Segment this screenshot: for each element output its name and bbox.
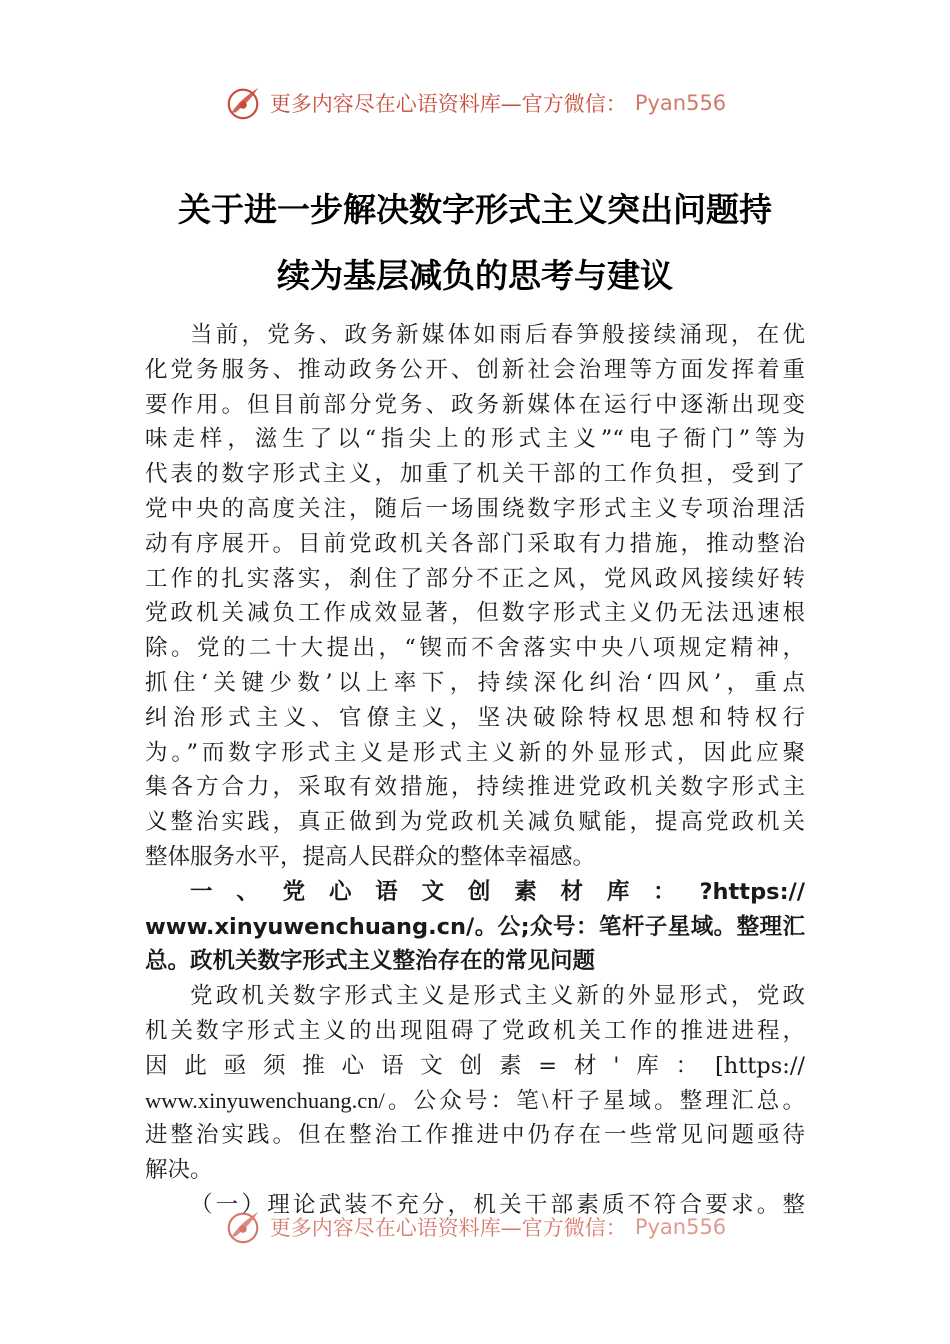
paragraph-line: 味走样，滋生了以“指尖上的形式主义”“电子衙门”等为 bbox=[145, 426, 805, 453]
document-title-line-1: 关于进一步解决数字形式主义突出问题持 bbox=[178, 190, 772, 229]
paragraph-line: 纠治形式主义、官僚主义，坚决破除特权思想和特权行 bbox=[145, 704, 805, 731]
section-heading-line: 总。政机关数字形式主义整治存在的常见问题 bbox=[145, 948, 596, 975]
paragraph-line: 代表的数字形式主义，加重了机关干部的工作负担，受到了 bbox=[145, 461, 805, 488]
paragraph-line: 当前，党务、政务新媒体如雨后春笋般接续涌现，在优 bbox=[190, 322, 805, 348]
paragraph-line: 因此亟须推心语文创素=材'库：[https:// bbox=[145, 1052, 805, 1079]
paragraph-line: 除。党的二十大提出，“锲而不舍落实中央八项规定精神， bbox=[145, 635, 805, 662]
paragraph-line: 解决。 bbox=[145, 1157, 213, 1184]
section-heading-line: 一、党心语文创素材库：?https:// bbox=[190, 878, 805, 905]
watermark-wechat-id: Pyan556 bbox=[634, 1215, 727, 1239]
paragraph-line: 动有序展开。目前党政机关各部门采取有力措施，推动整治 bbox=[145, 530, 805, 557]
watermark-footer bbox=[0, 1208, 950, 1246]
paragraph-line: 进整治实践。但在整治工作推进中仍存在一些常见问题亟待 bbox=[145, 1122, 805, 1149]
paragraph-line: 集各方合力，采取有效措施，持续推进党政机关数字形式主 bbox=[145, 774, 805, 801]
paragraph-line: 机关数字形式主义的出现阻碍了党政机关工作的推进进程， bbox=[145, 1017, 805, 1044]
document-body bbox=[145, 318, 805, 1223]
paragraph-line: 整体服务水平，提高人民群众的整体幸福感。 bbox=[145, 843, 596, 870]
paragraph-line: 抓住‘关键少数’以上率下，持续深化纠治‘四风’，重点 bbox=[145, 669, 805, 696]
watermark-header bbox=[0, 84, 950, 122]
paragraph-line: 党政机关减负工作成效显著，但数字形式主义仍无法迅速根 bbox=[145, 600, 805, 627]
paragraph-line: 化党务服务、推动政务公开、创新社会治理等方面发挥着重 bbox=[145, 356, 805, 383]
paragraph-line: www.xinyuwenchuang.cn/。公众号：笔\杆子星域。整理汇总。 bbox=[145, 1087, 805, 1113]
watermark-wechat-id: Pyan556 bbox=[634, 91, 727, 115]
paragraph-line: 党中央的高度关注，随后一场围绕数字形式主义专项治理活 bbox=[145, 495, 805, 522]
subsection-heading-line: （一）理论武装不充分，机关干部素质不符合要求。整 bbox=[190, 1191, 805, 1218]
paragraph-line: 工作的扎实落实，刹住了部分不正之风，党风政风接续好转 bbox=[145, 565, 805, 592]
paragraph-line: 要作用。但目前部分党务、政务新媒体在运行中逐渐出现变 bbox=[145, 391, 805, 418]
paragraph-line: 为。”而数字形式主义是形式主义新的外显形式，因此应聚 bbox=[145, 739, 805, 766]
paragraph-line: 党政机关数字形式主义是形式主义新的外显形式，党政 bbox=[190, 983, 805, 1010]
document-title-line-2: 续为基层减负的思考与建议 bbox=[277, 256, 673, 295]
section-heading-line: www.xinyuwenchuang.cn/。公;众号：笔杆子星域。整理汇 bbox=[145, 913, 805, 940]
quill-logo-icon bbox=[224, 1208, 262, 1246]
watermark-text: 更多内容尽在心语资料库—官方微信： bbox=[269, 92, 627, 116]
paragraph-line: 义整治实践，真正做到为党政机关减负赋能，提高党政机关 bbox=[145, 809, 805, 836]
watermark-text: 更多内容尽在心语资料库—官方微信： bbox=[269, 1216, 627, 1240]
quill-logo-icon bbox=[224, 84, 262, 122]
